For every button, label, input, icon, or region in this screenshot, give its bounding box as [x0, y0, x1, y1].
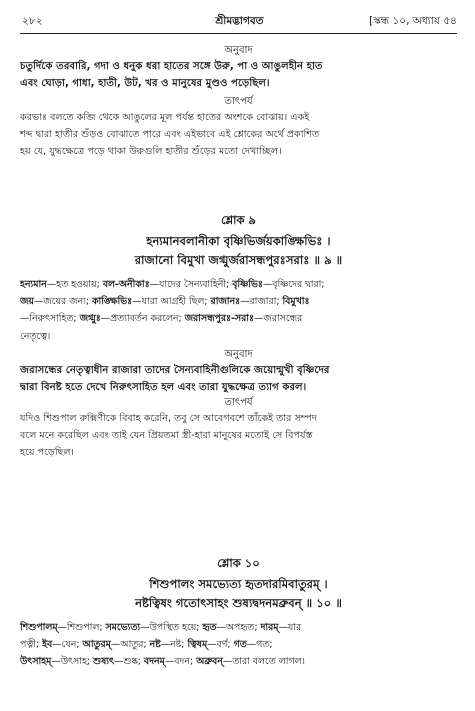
section-previous-verse [20, 44, 457, 160]
verse-line: রাজানো বিমুখা জগ্মুর্জরাসন্ধপুরঃসরাঃ ॥ ৯ ॥ [134, 253, 343, 267]
translation-line: এবং ঘোড়া, গাধা, হাতী, উট, খর ও মানুষের মুণ্ডও পড়েছিল। [20, 78, 270, 89]
verse-line: শিশুপালং সমভ্যেত্য হৃতদারমিবাতুরম্ । [149, 577, 328, 591]
page-number: ২৮২ [22, 15, 43, 27]
sanskrit-term: উৎসাহম্ [20, 656, 52, 668]
sanskrit-term: জগ্মুঃ [79, 313, 101, 325]
sanskrit-term: রাজানঃ [210, 296, 241, 308]
translation-text [20, 58, 457, 92]
term-meaning: —শুষ্ক; [114, 656, 144, 668]
term-meaning: —বর্ণ; [207, 639, 234, 651]
word-meaning-line [20, 328, 457, 345]
sanskrit-term: বল-অনীকাঃ [102, 279, 150, 290]
term-meaning: —আতুর; [110, 639, 150, 651]
verse-line: হন্যমানবলানীকা বৃষ্ণিভির্জয়কাঙ্ক্ষিভিঃ । [146, 234, 331, 248]
sanskrit-term: হৃত [202, 622, 217, 633]
word-meaning-line [20, 619, 457, 636]
term-meaning: —যার [278, 622, 302, 633]
term-meaning: —বদন; [164, 656, 197, 668]
verse-10-label: শ্লোক ১০ [217, 556, 260, 570]
term-meaning: —যাদের সৈন্যবাহিনী; [149, 279, 233, 290]
purport-line: করভাঃ বলতে কব্জি থেকে আঙুলের মূল পর্যন্ত হাতের অংশকে বোঝায়। একই [20, 112, 310, 123]
page-header [22, 14, 457, 30]
term-meaning: —জয়ের জন্য; [33, 296, 92, 308]
purport-text [20, 109, 457, 160]
translation-label: অনুবাদ [224, 45, 253, 56]
term-meaning: —যারা আগ্রহী ছিল; [132, 296, 211, 308]
sanskrit-term: হন্যমান [20, 279, 47, 290]
translation-text [20, 362, 457, 396]
verse-9-sanskrit [20, 232, 457, 270]
term-meaning: —হত হওয়ায়; [46, 279, 103, 290]
sanskrit-term: জরাসন্ধপুরঃ-সরাঃ [184, 313, 254, 325]
word-meaning-line [20, 636, 457, 653]
purport-line: হয়ে পড়েছিল। [20, 446, 74, 458]
verse-10 [20, 555, 457, 671]
sanskrit-term: জয় [20, 296, 34, 308]
term-meaning: —শিশুপাল; [57, 622, 106, 633]
verse-10-sanskrit [20, 575, 457, 613]
translation-line: চতুর্দিকে তরবারি, গদা ও ধনুক ধরা হাতের সঙ্গে উরু, পা ও আঙুলহীন হাত [20, 61, 323, 72]
purport-line: যদিও শিশুপাল রুক্মিণীকে বিবাহ করেনি, তবু সে আবেগবশে তাঁকেই তার সম্পদ [20, 412, 317, 424]
sanskrit-term: নষ্ট [149, 639, 161, 651]
verse-9-word-meanings [20, 276, 457, 345]
sanskrit-term: সমভ্যেত্য [105, 622, 141, 633]
verse-line: নষ্টত্বিষং গতোৎসাহং শুষ্যদ্বদনমব্রুবন্ ॥ ১০ ॥ [135, 596, 342, 610]
term-meaning: নেতৃত্বে। [20, 330, 51, 342]
purport-line: বলে মনে করেছিল এবং তাই যেন প্রিয়তমা স্ত্রী-হারা মানুষের মতোই সে বিপর্যস্ত [20, 429, 313, 441]
term-meaning: —রাজারা; [240, 296, 283, 308]
term-meaning: —নিরুৎসাহিত; [20, 313, 80, 325]
verse-9 [20, 212, 457, 461]
book-title: শ্রীমদ্ভাগবত [215, 15, 264, 27]
purport-label: তাৎপর্য [224, 396, 253, 408]
term-meaning: —বৃষ্ণিদের দ্বারা; [262, 279, 325, 290]
translation-line: জরাসন্ধের নেতৃত্বাধীন রাজারা তাদের সৈন্যবাহিনীগুলিকে জয়োন্মুখী বৃষ্ণিদের [20, 364, 330, 376]
sanskrit-term: বৃষ্ণিভিঃ [232, 279, 263, 290]
chapter-reference: [স্কন্ধ ১০, অধ্যায় ৫৪ [369, 15, 457, 27]
sanskrit-term: কাঙ্ক্ষিভিঃ [91, 296, 133, 308]
translation-line: দ্বারা বিনষ্ট হতে দেখে নিরুৎসাহিত হল এবং তারা যুদ্ধক্ষেত্র ত্যাগ করল। [20, 381, 307, 393]
word-meaning-line [20, 293, 457, 310]
header-rule [20, 33, 457, 34]
term-meaning: —তারা বলতে লাগল। [222, 656, 305, 668]
verse-9-label: শ্লোক ৯ [220, 213, 257, 227]
sanskrit-term: দারম্ [260, 622, 279, 633]
term-meaning: পত্নী; [20, 639, 43, 651]
sanskrit-term: শিশুপালম্ [20, 622, 58, 633]
term-meaning: —উৎসাহ; [51, 656, 94, 668]
term-meaning: —জরাসন্ধের [253, 313, 303, 325]
word-meaning-line [20, 310, 457, 327]
sanskrit-term: বিমুখাঃ [282, 296, 310, 308]
word-meaning-line [20, 276, 457, 293]
term-meaning: —অপহৃত; [216, 622, 261, 633]
purport-label: তাৎপর্য [224, 96, 253, 107]
sanskrit-term: শুষ্যৎ [93, 656, 114, 668]
term-meaning: —প্রত্যাবর্তন করলেন; [100, 313, 185, 325]
sanskrit-term: ত্বিষম্ [187, 639, 208, 651]
term-meaning: —নষ্ট; [160, 639, 188, 651]
term-meaning: —যেন; [52, 639, 83, 651]
verse-10-word-meanings [20, 619, 457, 671]
sanskrit-term: ইব [42, 639, 53, 651]
sanskrit-term: বদনম্ [143, 656, 165, 668]
purport-text [20, 410, 457, 461]
term-meaning: —গত; [246, 639, 273, 651]
purport-line: শব্দ দ্বারা হাতীর শুঁড়ও বোঝাতে পারে এবং এইভাবে এই শ্লোকের অর্থে প্রকাশিত [20, 129, 320, 140]
sanskrit-term: আতুরম্ [82, 639, 111, 651]
sanskrit-term: গত [233, 639, 247, 651]
purport-line: হয় যে, যুদ্ধক্ষেত্রে পড়ে থাকা উরুগুলি হাতীর শুঁড়ের মতো দেখাচ্ছিল। [20, 146, 282, 157]
word-meaning-line [20, 653, 457, 670]
term-meaning: —উপস্থিত হয়ে; [140, 622, 203, 633]
translation-label: অনুবাদ [224, 348, 253, 360]
sanskrit-term: অব্রুবন্ [196, 656, 223, 668]
